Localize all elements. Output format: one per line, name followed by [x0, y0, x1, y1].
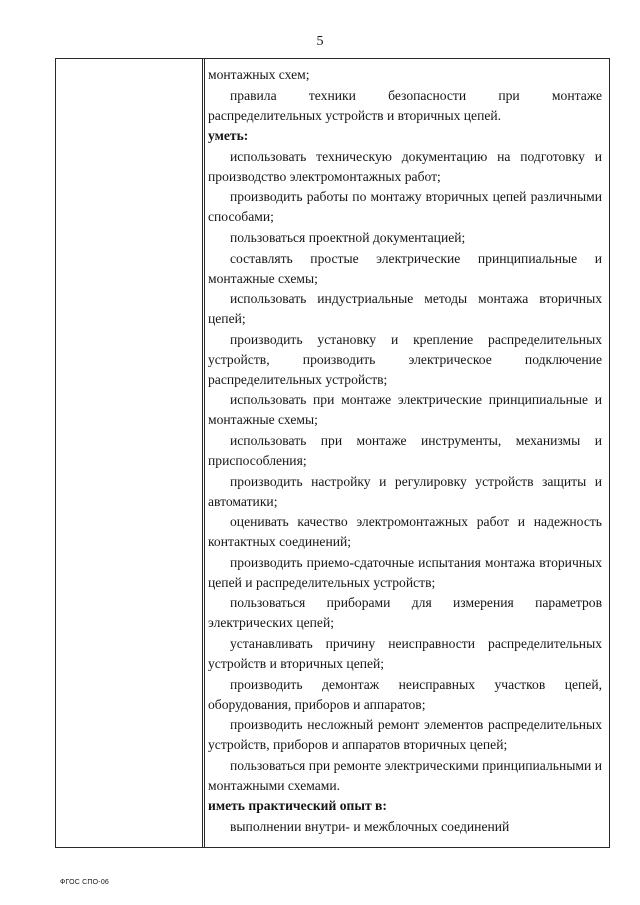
requirement-item: использовать при монтаже инструменты, механизмы и приспособления; — [208, 432, 602, 468]
requirement-item: использовать при монтаже электрические принципиальные и монтажные схемы; — [208, 392, 602, 428]
requirement-item: производить установку и крепление распределительных устройств, производить электрическое подключение распределительных устройств; — [208, 331, 602, 387]
footer-code: ФГОС СПО-06 — [60, 879, 110, 886]
section-heading: иметь практический опыт в: — [208, 798, 387, 814]
requirement-item: производить работы по монтажу вторичных цепей различными способами; — [208, 189, 602, 225]
requirement-item: производить демонтаж неисправных участков цепей, оборудования, приборов и аппаратов; — [208, 676, 602, 712]
requirement-item: использовать техническую документацию на подготовку и производство электромонтажных работ; — [208, 148, 602, 184]
requirement-item: производить настройку и регулировку устройств защиты и автоматики; — [208, 473, 602, 509]
requirement-item: устанавливать причину неисправности распределительных устройств и вторичных цепей; — [208, 635, 602, 671]
requirement-item: производить приемо-сдаточные испытания монтажа вторичных цепей и распределительных устройств; — [208, 554, 602, 590]
requirement-item: производить несложный ремонт элементов распределительных устройств, приборов и аппаратов вторичных цепей; — [208, 717, 602, 753]
column-divider — [202, 59, 203, 847]
requirement-item: пользоваться проектной документацией; — [230, 229, 466, 245]
section-heading: уметь: — [208, 128, 249, 144]
requirement-item: пользоваться приборами для измерения параметров электрических цепей; — [208, 595, 602, 631]
page-number: 5 — [316, 34, 324, 49]
requirement-item: составлять простые электрические принципиальные и монтажные схемы; — [208, 250, 602, 286]
competency-table — [55, 58, 610, 848]
requirements-cell — [208, 65, 602, 837]
column-divider — [204, 59, 205, 847]
requirement-item: оценивать качество электромонтажных работ и надежность контактных соединений; — [208, 514, 602, 550]
requirement-item: использовать индустриальные методы монтажа вторичных цепей; — [208, 291, 602, 327]
requirement-item: правила техники безопасности при монтаже распределительных устройств и вторичных цепей. — [208, 87, 602, 123]
requirement-item: монтажных схем; — [208, 67, 310, 82]
requirement-item: выполнении внутри- и межблочных соединений — [230, 818, 510, 834]
requirement-item: пользоваться при ремонте электрическими принципиальными и монтажными схемами. — [208, 757, 602, 793]
